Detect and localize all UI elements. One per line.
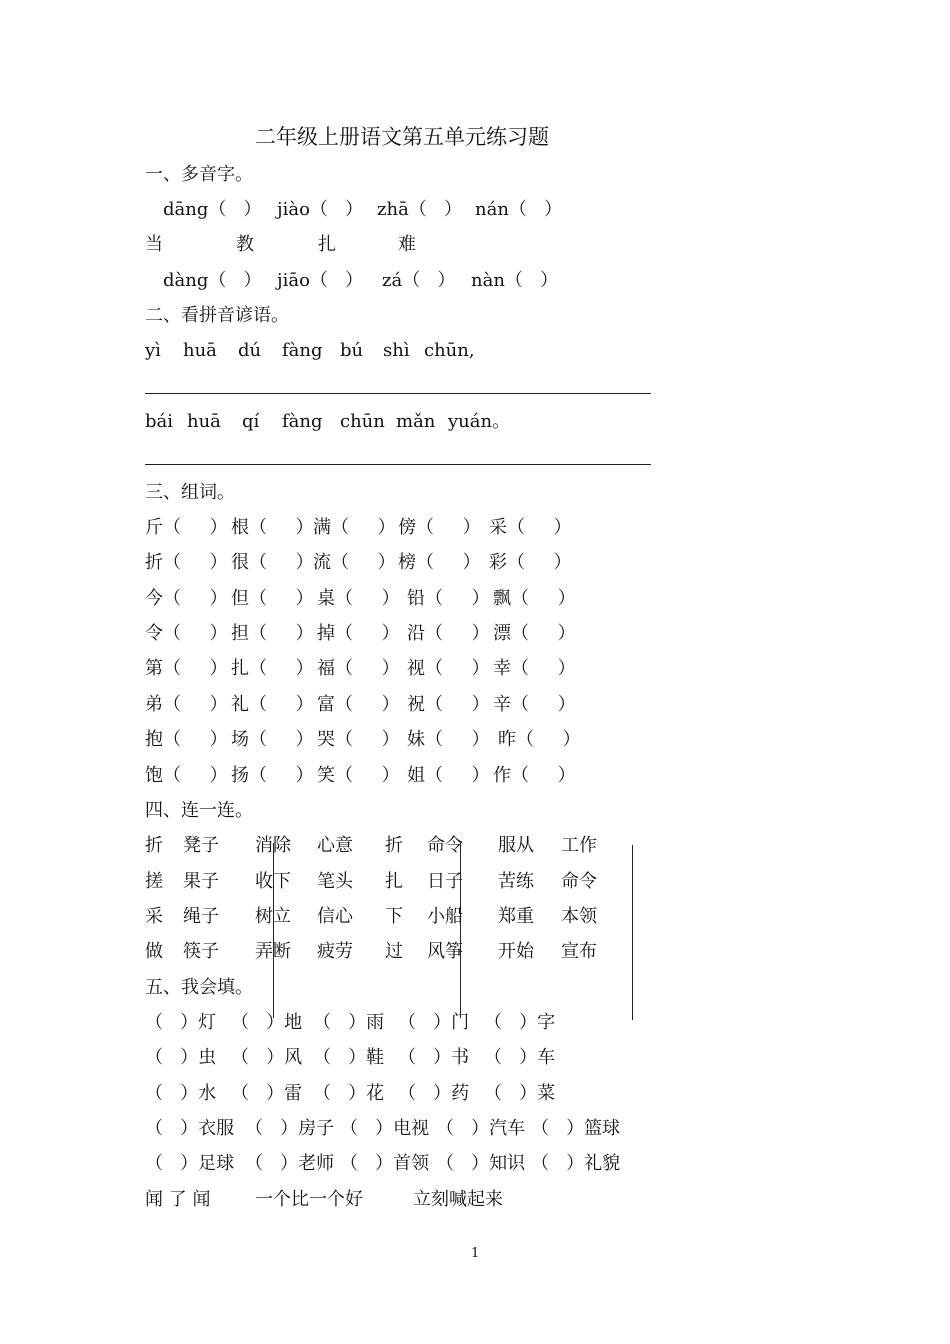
- word-slot: 很（ ）: [231, 552, 314, 573]
- fill-slot: （ ）水: [145, 1083, 217, 1104]
- pinyin-word: chūn: [340, 411, 385, 432]
- pinyin-word: bái: [145, 411, 174, 432]
- match-word: 做: [145, 941, 163, 962]
- match-word: 过: [385, 941, 403, 962]
- word-slot: 采（ ）: [489, 517, 572, 538]
- match-word: 日子: [427, 871, 463, 892]
- fill-slot: （ ）电视: [340, 1118, 430, 1139]
- pinyin-word: chūn,: [424, 340, 475, 361]
- pinyin-word: dú: [238, 340, 262, 361]
- word-slot: 扎（ ）: [231, 658, 314, 679]
- match-word: 风筝: [427, 941, 463, 962]
- word-slot: 哭（ ）: [317, 729, 400, 750]
- match-word: 消除: [255, 835, 291, 856]
- word-slot: 沿（ ）: [407, 623, 490, 644]
- match-word: 笔头: [317, 871, 353, 892]
- pinyin-slot: jiāo（ ）: [277, 270, 364, 291]
- pinyin-slot: zá（ ）: [382, 270, 456, 291]
- pinyin-word: mǎn: [396, 411, 436, 432]
- answer-line[interactable]: [145, 464, 651, 465]
- word-slot: 榜（ ）: [398, 552, 481, 573]
- pinyin-word: huā: [187, 411, 221, 432]
- word-slot: 根（ ）: [231, 517, 314, 538]
- pinyin-word: huā: [183, 340, 217, 361]
- polyphone-char: 扎: [318, 234, 336, 255]
- fill-slot: （ ）虫: [145, 1047, 217, 1068]
- word-slot: 折（ ）: [145, 552, 228, 573]
- fill-slot: （ ）雨: [313, 1012, 385, 1033]
- fill-slot: （ ）房子: [245, 1118, 335, 1139]
- word-slot: 抱（ ）: [145, 729, 228, 750]
- match-word: 果子: [183, 871, 219, 892]
- match-word: 开始: [498, 941, 534, 962]
- word-slot: 傍（ ）: [398, 517, 481, 538]
- fill-slot: （ ）知识: [436, 1153, 526, 1174]
- fill-slot: （ ）菜: [484, 1083, 556, 1104]
- fill-slot: （ ）篮球: [531, 1118, 621, 1139]
- answer-line[interactable]: [145, 393, 651, 394]
- section5-heading: 五、我会填。: [145, 977, 253, 998]
- match-word: 树立: [255, 906, 291, 927]
- word-slot: 飘（ ）: [493, 588, 576, 609]
- match-word: 小船: [427, 906, 463, 927]
- match-word: 凳子: [183, 835, 219, 856]
- pinyin-slot: dāng（ ）: [163, 199, 262, 220]
- match-word: 心意: [317, 835, 353, 856]
- match-word: 信心: [317, 906, 353, 927]
- match-word: 搓: [145, 871, 163, 892]
- fill-slot: （ ）雷: [231, 1083, 303, 1104]
- pinyin-word: shì: [383, 340, 410, 361]
- match-word: 扎: [385, 871, 403, 892]
- word-slot: 斤（ ）: [145, 517, 228, 538]
- pinyin-word: yuán。: [448, 411, 511, 432]
- fill-slot: （ ）字: [484, 1012, 556, 1033]
- word-slot: 流（ ）: [313, 552, 396, 573]
- fill-slot: （ ）书: [398, 1047, 470, 1068]
- fill-slot: （ ）风: [231, 1047, 303, 1068]
- word-slot: 铅（ ）: [407, 588, 490, 609]
- fill-slot: （ ）礼貌: [531, 1153, 621, 1174]
- word-slot: 第（ ）: [145, 658, 228, 679]
- polyphone-char: 难: [398, 234, 416, 255]
- word-slot: 昨（ ）: [498, 729, 581, 750]
- pinyin-word: fàng: [282, 340, 323, 361]
- word-slot: 祝（ ）: [407, 694, 490, 715]
- match-word: 本领: [561, 906, 597, 927]
- match-word: 郑重: [498, 906, 534, 927]
- pinyin-word: yì: [145, 340, 161, 361]
- word-slot: 作（ ）: [493, 765, 576, 786]
- word-slot: 担（ ）: [231, 623, 314, 644]
- column-divider-line: [460, 843, 461, 1018]
- column-divider-line: [273, 843, 274, 1018]
- fill-slot: （ ）老师: [245, 1153, 335, 1174]
- word-slot: 笑（ ）: [317, 765, 400, 786]
- match-word: 服从: [498, 835, 534, 856]
- word-slot: 饱（ ）: [145, 765, 228, 786]
- match-word: 收下: [255, 871, 291, 892]
- fill-slot: （ ）足球: [145, 1153, 235, 1174]
- word-slot: 令（ ）: [145, 623, 228, 644]
- page-title: 二年级上册语文第五单元练习题: [255, 125, 549, 149]
- section3-heading: 三、组词。: [145, 482, 235, 503]
- word-slot: 扬（ ）: [231, 765, 314, 786]
- pinyin-slot: dàng（ ）: [163, 270, 262, 291]
- word-slot: 礼（ ）: [231, 694, 314, 715]
- page-number: 1: [471, 1246, 480, 1261]
- pinyin-word: fàng: [282, 411, 323, 432]
- fill-slot: （ ）药: [398, 1083, 470, 1104]
- fill-slot: （ ）灯: [145, 1012, 217, 1033]
- match-word: 下: [385, 906, 403, 927]
- fill-slot: （ ）鞋: [313, 1047, 385, 1068]
- fill-slot: （ ）花: [313, 1083, 385, 1104]
- phrase: 闻 了 闻: [145, 1189, 211, 1210]
- section4-heading: 四、连一连。: [145, 800, 253, 821]
- fill-slot: （ ）地: [231, 1012, 303, 1033]
- match-word: 宣布: [561, 941, 597, 962]
- match-word: 绳子: [183, 906, 219, 927]
- pinyin-slot: jiào（ ）: [277, 199, 364, 220]
- word-slot: 辛（ ）: [493, 694, 576, 715]
- match-word: 疲劳: [317, 941, 353, 962]
- match-word: 折: [145, 835, 163, 856]
- match-word: 苦练: [498, 871, 534, 892]
- pinyin-slot: nàn（ ）: [471, 270, 559, 291]
- pinyin-word: qí: [242, 411, 260, 432]
- phrase: 立刻喊起来: [413, 1189, 503, 1210]
- word-slot: 福（ ）: [317, 658, 400, 679]
- word-slot: 富（ ）: [317, 694, 400, 715]
- match-word: 弄断: [255, 941, 291, 962]
- word-slot: 视（ ）: [407, 658, 490, 679]
- pinyin-slot: nán（ ）: [475, 199, 563, 220]
- word-slot: 漂（ ）: [493, 623, 576, 644]
- word-slot: 幸（ ）: [493, 658, 576, 679]
- pinyin-slot: zhā（ ）: [377, 199, 462, 220]
- word-slot: 彩（ ）: [489, 552, 572, 573]
- polyphone-char: 教: [236, 234, 254, 255]
- fill-slot: （ ）车: [484, 1047, 556, 1068]
- match-word: 命令: [427, 835, 463, 856]
- word-slot: 满（ ）: [313, 517, 396, 538]
- match-word: 采: [145, 906, 163, 927]
- polyphone-char: 当: [145, 234, 163, 255]
- fill-slot: （ ）首领: [340, 1153, 430, 1174]
- match-word: 命令: [561, 871, 597, 892]
- word-slot: 桌（ ）: [317, 588, 400, 609]
- word-slot: 场（ ）: [231, 729, 314, 750]
- match-word: 筷子: [183, 941, 219, 962]
- fill-slot: （ ）衣服: [145, 1118, 235, 1139]
- word-slot: 掉（ ）: [317, 623, 400, 644]
- match-word: 折: [385, 835, 403, 856]
- word-slot: 姐（ ）: [407, 765, 490, 786]
- word-slot: 但（ ）: [231, 588, 314, 609]
- column-divider-line: [632, 845, 633, 1020]
- fill-slot: （ ）门: [398, 1012, 470, 1033]
- fill-slot: （ ）汽车: [436, 1118, 526, 1139]
- word-slot: 妹（ ）: [407, 729, 490, 750]
- section2-heading: 二、看拼音谚语。: [145, 305, 289, 326]
- section1-heading: 一、多音字。: [145, 164, 253, 185]
- word-slot: 今（ ）: [145, 588, 228, 609]
- word-slot: 弟（ ）: [145, 694, 228, 715]
- phrase: 一个比一个好: [255, 1189, 363, 1210]
- match-word: 工作: [561, 835, 597, 856]
- pinyin-word: bú: [340, 340, 364, 361]
